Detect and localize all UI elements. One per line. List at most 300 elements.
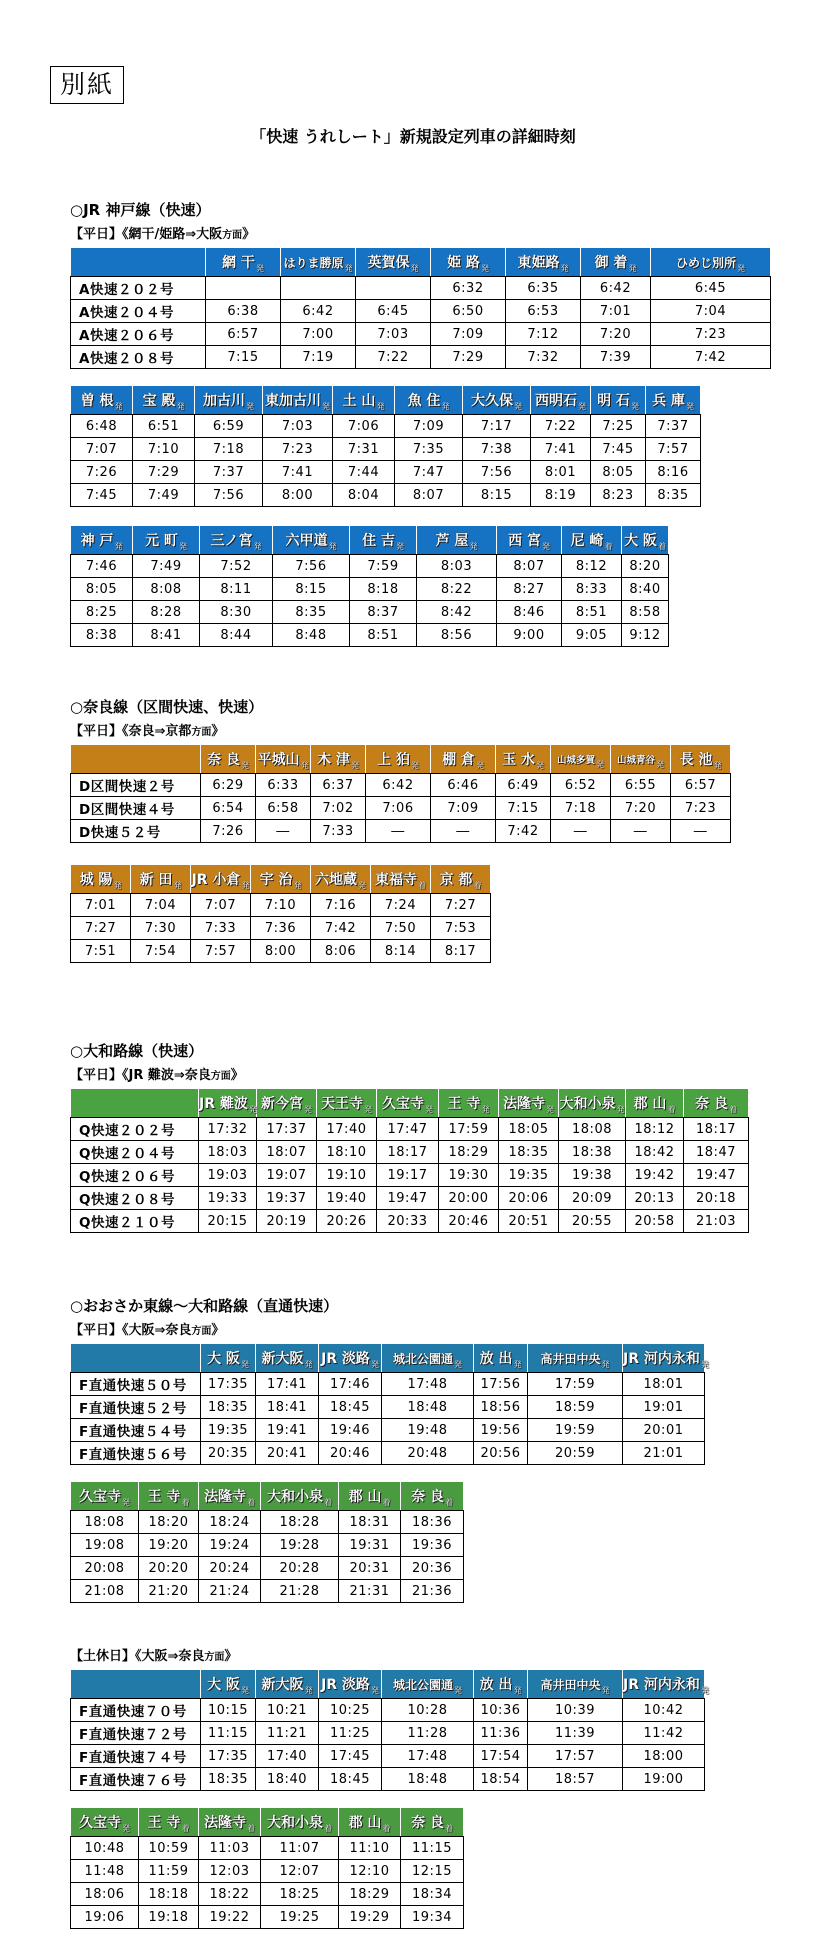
- train-name: F直通快速７６号: [71, 1768, 201, 1791]
- time-cell: 19:37: [257, 1187, 317, 1210]
- time-cell: 18:29: [439, 1141, 499, 1164]
- dep-arr-mark: 発: [700, 1686, 709, 1695]
- station-name: 新大阪: [261, 1351, 304, 1367]
- time-cell: 18:35: [499, 1141, 559, 1164]
- table-row: [71, 555, 669, 578]
- dep-arr-mark: 着: [728, 1105, 737, 1114]
- dep-arr-mark: 着: [444, 1498, 453, 1507]
- table-row: [71, 774, 731, 797]
- station-name: 法隆寺: [204, 1815, 246, 1831]
- station-header: [201, 1670, 256, 1699]
- time-cell: 20:35: [201, 1442, 256, 1465]
- dep-arr-mark: 着: [247, 1498, 255, 1507]
- time-cell: 7:59: [350, 555, 417, 578]
- time-cell: 7:19: [281, 346, 356, 369]
- station-name: 城北公園通: [392, 1351, 453, 1366]
- time-cell: 18:08: [559, 1118, 626, 1141]
- time-cell: 7:57: [191, 940, 251, 963]
- dep-arr-mark: 発: [514, 402, 522, 411]
- time-cell: 10:59: [139, 1837, 199, 1860]
- dep-arr-mark: 着: [181, 1824, 190, 1833]
- time-cell: 7:04: [651, 300, 771, 323]
- time-cell: 6:29: [201, 774, 256, 797]
- station-name: 平城山: [257, 752, 300, 768]
- time-cell: 7:18: [551, 797, 611, 820]
- station-name: 久宝寺: [382, 1096, 424, 1112]
- time-cell: 6:59: [195, 415, 263, 438]
- time-cell: 7:00: [281, 323, 356, 346]
- time-cell: 18:18: [139, 1883, 199, 1906]
- station-header: [256, 745, 311, 774]
- time-cell: 19:38: [559, 1164, 626, 1187]
- station-header: [261, 1808, 339, 1837]
- station-header: [611, 745, 671, 774]
- station-header: [256, 1344, 319, 1373]
- time-cell: 21:31: [339, 1580, 401, 1603]
- time-cell: 7:46: [71, 555, 133, 578]
- time-cell: 19:07: [257, 1164, 317, 1187]
- time-cell: 18:45: [319, 1396, 382, 1419]
- time-cell: 20:09: [559, 1187, 626, 1210]
- time-cell: 17:35: [201, 1745, 256, 1768]
- time-cell: 20:31: [339, 1557, 401, 1580]
- kobe-timetable-1: [70, 247, 771, 369]
- table-row: [71, 323, 771, 346]
- station-name: 曽 根: [80, 393, 114, 409]
- station-header: [463, 386, 531, 415]
- station-header: [623, 1344, 709, 1373]
- dep-arr-mark: 発: [513, 1686, 522, 1695]
- dep-arr-mark: 発: [560, 264, 569, 273]
- time-cell: 7:41: [263, 461, 333, 484]
- time-cell: 8:42: [417, 601, 497, 624]
- time-cell: 7:49: [133, 555, 200, 578]
- station-name: 棚 倉: [442, 752, 475, 768]
- time-cell: 20:15: [199, 1210, 257, 1233]
- table-row: [71, 1141, 749, 1164]
- station-header: [559, 1089, 626, 1118]
- train-name: Q快速２０６号: [71, 1164, 199, 1187]
- time-cell: 8:15: [463, 484, 531, 507]
- station-header: [431, 865, 491, 894]
- station-name: 玉 水: [502, 752, 535, 768]
- station-header: [474, 1344, 528, 1373]
- time-cell: 11:07: [261, 1837, 339, 1860]
- time-cell: 20:08: [71, 1557, 139, 1580]
- time-cell: 19:20: [139, 1534, 199, 1557]
- time-cell: 19:41: [256, 1419, 319, 1442]
- time-cell: 19:25: [261, 1906, 339, 1929]
- station-name: JR 淡路: [321, 1677, 370, 1693]
- time-cell: 20:48: [382, 1442, 474, 1465]
- station-name: 木 津: [317, 752, 350, 768]
- time-cell: 19:56: [474, 1419, 528, 1442]
- osaka-higashi-holiday-timetable-2: [70, 1807, 464, 1929]
- time-cell: 18:25: [261, 1883, 339, 1906]
- time-cell: 8:48: [273, 624, 350, 647]
- time-cell: 7:01: [581, 300, 651, 323]
- station-name: 芦 屋: [435, 533, 469, 549]
- time-cell: 8:51: [562, 601, 622, 624]
- time-cell: 18:06: [71, 1883, 139, 1906]
- time-cell: 20:18: [684, 1187, 749, 1210]
- osaka-higashi-holiday-sub-title: 【土休日】《大阪⇒奈良方面》: [70, 1649, 238, 1664]
- dep-arr-mark: 発: [685, 402, 694, 411]
- time-cell: 11:28: [382, 1722, 474, 1745]
- time-cell: 19:06: [71, 1906, 139, 1929]
- time-cell: 7:33: [191, 917, 251, 940]
- time-cell: 6:57: [671, 774, 731, 797]
- time-cell: 7:30: [131, 917, 191, 940]
- station-header: [191, 865, 251, 894]
- station-name: 大 阪: [624, 533, 657, 549]
- osaka-higashi-weekday-timetable-1: [70, 1343, 709, 1465]
- time-cell: 7:54: [131, 940, 191, 963]
- time-cell: 7:51: [71, 940, 131, 963]
- time-cell: 19:00: [623, 1768, 705, 1791]
- time-cell: 20:13: [626, 1187, 684, 1210]
- train-name: Q快速２０４号: [71, 1141, 199, 1164]
- dep-arr-mark: 着: [324, 1824, 332, 1833]
- time-cell: 18:35: [201, 1768, 256, 1791]
- kobe-line-title: ○JR 神戸線（快速）: [70, 201, 211, 219]
- time-cell: 7:26: [201, 820, 256, 843]
- time-cell: 8:19: [531, 484, 591, 507]
- time-cell: 10:15: [201, 1699, 256, 1722]
- time-cell: 8:12: [562, 555, 622, 578]
- station-header: [431, 745, 496, 774]
- dep-arr-mark: 発: [475, 761, 484, 770]
- station-name: 高井田中央: [540, 1351, 601, 1366]
- time-cell: 20:56: [474, 1442, 528, 1465]
- station-header: [139, 1482, 199, 1511]
- time-cell: 8:35: [273, 601, 350, 624]
- time-cell: ―: [431, 820, 496, 843]
- time-cell: 11:03: [199, 1837, 261, 1860]
- station-header: [133, 386, 195, 415]
- time-cell: 6:58: [256, 797, 311, 820]
- time-cell: 21:01: [623, 1442, 705, 1465]
- time-cell: 7:22: [531, 415, 591, 438]
- station-name: 姫 路: [447, 255, 480, 271]
- time-cell: 19:36: [401, 1534, 464, 1557]
- dep-arr-mark: 発: [240, 1360, 249, 1369]
- time-cell: 17:32: [199, 1118, 257, 1141]
- time-cell: 18:20: [139, 1511, 199, 1534]
- time-cell: 8:07: [395, 484, 463, 507]
- train-name: F直通快速５６号: [71, 1442, 201, 1465]
- station-name: 三ノ宮: [210, 533, 253, 549]
- time-cell: 6:45: [651, 277, 771, 300]
- station-header: [356, 248, 431, 277]
- time-cell: 8:35: [646, 484, 701, 507]
- timetable-header-row: [71, 526, 669, 555]
- station-name: 魚 住: [407, 393, 441, 409]
- time-cell: 17:37: [257, 1118, 317, 1141]
- time-cell: 18:34: [401, 1883, 464, 1906]
- yamatoji-line-title: ○大和路線（快速）: [70, 1042, 204, 1060]
- time-cell: 20:55: [559, 1210, 626, 1233]
- station-header: [131, 865, 191, 894]
- time-cell: 10:21: [256, 1699, 319, 1722]
- time-cell: 20:24: [199, 1557, 261, 1580]
- time-cell: 20:28: [261, 1557, 339, 1580]
- station-header: [71, 1482, 139, 1511]
- time-cell: 18:08: [71, 1511, 139, 1534]
- station-header: [651, 248, 771, 277]
- train-name: A快速２０２号: [71, 277, 206, 300]
- time-cell: 8:15: [273, 578, 350, 601]
- osaka-higashi-holiday-timetable-1: [70, 1669, 709, 1791]
- time-cell: 7:35: [395, 438, 463, 461]
- station-name: 東福寺: [375, 872, 417, 888]
- time-cell: 18:24: [199, 1511, 261, 1534]
- dep-arr-mark: 発: [578, 402, 586, 411]
- time-cell: 8:30: [200, 601, 273, 624]
- table-row: [71, 1837, 464, 1860]
- station-name: 放 出: [479, 1351, 513, 1367]
- station-header: [401, 1482, 464, 1511]
- station-name: 長 池: [679, 752, 713, 768]
- table-row: [71, 277, 771, 300]
- time-cell: 10:48: [71, 1837, 139, 1860]
- time-cell: 8:07: [497, 555, 562, 578]
- dep-arr-mark: 着: [382, 1498, 391, 1507]
- station-header: [439, 1089, 499, 1118]
- time-cell: 7:42: [311, 917, 371, 940]
- time-cell: 6:42: [581, 277, 651, 300]
- yamatoji-timetable: [70, 1088, 749, 1233]
- time-cell: 7:03: [263, 415, 333, 438]
- time-cell: ―: [611, 820, 671, 843]
- station-name: 城北公園通: [392, 1677, 453, 1692]
- time-cell: 7:09: [431, 323, 506, 346]
- table-row: [71, 346, 771, 369]
- time-cell: 19:17: [377, 1164, 439, 1187]
- time-cell: [206, 277, 281, 300]
- time-cell: 20:41: [256, 1442, 319, 1465]
- time-cell: 8:14: [371, 940, 431, 963]
- dep-arr-mark: 発: [253, 542, 262, 551]
- station-header: [626, 1089, 684, 1118]
- time-cell: 7:03: [356, 323, 431, 346]
- time-cell: 17:57: [528, 1745, 623, 1768]
- table-row: [71, 1419, 705, 1442]
- station-header: [684, 1089, 749, 1118]
- time-cell: 18:00: [623, 1745, 705, 1768]
- station-header: [261, 1482, 339, 1511]
- station-header: [377, 1089, 439, 1118]
- table-row: [71, 917, 491, 940]
- time-cell: 7:45: [71, 484, 133, 507]
- time-cell: 7:07: [191, 894, 251, 917]
- time-cell: 8:27: [497, 578, 562, 601]
- dep-arr-mark: 発: [616, 1105, 625, 1114]
- station-header: [71, 1808, 139, 1837]
- time-cell: 11:42: [623, 1722, 705, 1745]
- dep-arr-mark: 発: [240, 1686, 249, 1695]
- train-name: F直通快速７４号: [71, 1745, 201, 1768]
- time-cell: 11:21: [256, 1722, 319, 1745]
- train-name: A快速２０６号: [71, 323, 206, 346]
- station-name: 奈 良: [411, 1489, 444, 1505]
- dep-arr-mark: 発: [395, 542, 404, 551]
- dep-arr-mark: 発: [370, 1360, 379, 1369]
- time-cell: 20:00: [439, 1187, 499, 1210]
- time-cell: 7:56: [195, 484, 263, 507]
- time-cell: 9:05: [562, 624, 622, 647]
- time-cell: 7:42: [496, 820, 551, 843]
- time-cell: 19:24: [199, 1534, 261, 1557]
- station-header: [528, 1344, 623, 1373]
- time-cell: 7:41: [531, 438, 591, 461]
- time-cell: 8:44: [200, 624, 273, 647]
- train-name: D区間快速４号: [71, 797, 201, 820]
- time-cell: 18:41: [256, 1396, 319, 1419]
- train-name: D快速５２号: [71, 820, 201, 843]
- dep-arr-mark: 発: [344, 263, 353, 273]
- station-header: [366, 745, 431, 774]
- time-cell: 7:27: [431, 894, 491, 917]
- time-cell: 7:36: [251, 917, 311, 940]
- station-name: 王 寺: [147, 1489, 181, 1505]
- kobe-timetable-3: [70, 525, 669, 647]
- time-cell: 17:35: [201, 1373, 256, 1396]
- station-name: 法隆寺: [204, 1489, 246, 1505]
- time-cell: 7:37: [195, 461, 263, 484]
- time-cell: 6:48: [71, 415, 133, 438]
- time-cell: 7:10: [133, 438, 195, 461]
- time-cell: 8:00: [263, 484, 333, 507]
- time-cell: 19:31: [339, 1534, 401, 1557]
- time-cell: 7:12: [506, 323, 581, 346]
- station-name: 奈 良: [207, 752, 240, 768]
- time-cell: 18:36: [401, 1511, 464, 1534]
- time-cell: 18:31: [339, 1511, 401, 1534]
- time-cell: 19:10: [317, 1164, 377, 1187]
- time-cell: 10:39: [528, 1699, 623, 1722]
- time-cell: 8:18: [350, 578, 417, 601]
- station-name: ひめじ別所: [675, 255, 736, 270]
- time-cell: 7:31: [333, 438, 395, 461]
- time-cell: 20:19: [257, 1210, 317, 1233]
- table-row: [71, 1722, 705, 1745]
- time-cell: 7:26: [71, 461, 133, 484]
- dep-arr-mark: 発: [376, 402, 385, 411]
- time-cell: 8:08: [133, 578, 200, 601]
- dep-arr-mark: 発: [246, 402, 254, 411]
- station-header: [371, 865, 431, 894]
- time-cell: 19:47: [684, 1164, 749, 1187]
- time-cell: 11:36: [474, 1722, 528, 1745]
- nara-timetable-2: [70, 864, 491, 963]
- train-name: A快速２０８号: [71, 346, 206, 369]
- station-name: 土 山: [342, 393, 376, 409]
- station-header: [339, 1808, 401, 1837]
- station-header: [281, 248, 356, 277]
- station-name: 奈 良: [695, 1096, 728, 1112]
- header-corner: [71, 248, 206, 277]
- time-cell: 7:39: [581, 346, 651, 369]
- dep-arr-mark: 発: [481, 1105, 490, 1114]
- station-header: [417, 526, 497, 555]
- station-header: [333, 386, 395, 415]
- time-cell: 18:47: [684, 1141, 749, 1164]
- station-name: 六甲道: [285, 533, 328, 549]
- station-name: 大 阪: [207, 1351, 240, 1367]
- dep-arr-mark: 着: [181, 1498, 190, 1507]
- time-cell: 7:52: [200, 555, 273, 578]
- time-cell: 8:38: [71, 624, 133, 647]
- time-cell: 6:38: [206, 300, 281, 323]
- station-name: 英賀保: [367, 255, 410, 271]
- station-header: [528, 1670, 623, 1699]
- header-corner: [71, 1344, 201, 1373]
- time-cell: 10:25: [319, 1699, 382, 1722]
- time-cell: ―: [671, 820, 731, 843]
- time-cell: 18:42: [626, 1141, 684, 1164]
- station-name: 宇 治: [259, 872, 293, 888]
- station-name: 山城多賀: [556, 755, 595, 766]
- dep-arr-mark: 発: [304, 1105, 312, 1114]
- time-cell: 17:47: [377, 1118, 439, 1141]
- station-header: [531, 386, 591, 415]
- time-cell: 20:46: [319, 1442, 382, 1465]
- train-name: F直通快速５４号: [71, 1419, 201, 1442]
- time-cell: 17:48: [382, 1745, 474, 1768]
- time-cell: 7:24: [371, 894, 431, 917]
- table-row: [71, 1906, 464, 1929]
- time-cell: 19:28: [261, 1534, 339, 1557]
- time-cell: 8:28: [133, 601, 200, 624]
- station-header: [319, 1344, 382, 1373]
- time-cell: 18:45: [319, 1768, 382, 1791]
- dep-arr-mark: 発: [630, 402, 639, 411]
- station-header: [551, 745, 611, 774]
- time-cell: 18:12: [626, 1118, 684, 1141]
- time-cell: 18:57: [528, 1768, 623, 1791]
- kobe-timetable-2: [70, 385, 701, 507]
- table-row: [71, 894, 491, 917]
- station-name: 御 着: [594, 255, 628, 271]
- time-cell: 21:24: [199, 1580, 261, 1603]
- table-row: [71, 1768, 705, 1791]
- station-header: [497, 526, 562, 555]
- dep-arr-mark: 発: [370, 1686, 379, 1695]
- dep-arr-mark: 発: [541, 542, 550, 551]
- station-name: 東加古川: [265, 393, 321, 409]
- table-row: [71, 1373, 705, 1396]
- time-cell: 20:20: [139, 1557, 199, 1580]
- station-header: [311, 865, 371, 894]
- dep-arr-mark: 着: [473, 881, 482, 890]
- time-cell: 6:42: [281, 300, 356, 323]
- time-cell: 11:59: [139, 1860, 199, 1883]
- time-cell: 19:46: [319, 1419, 382, 1442]
- time-cell: 19:35: [201, 1419, 256, 1442]
- time-cell: 19:40: [317, 1187, 377, 1210]
- header-corner: [71, 1670, 201, 1699]
- station-name: 大 阪: [207, 1677, 240, 1693]
- timetable-header-row: [71, 248, 771, 277]
- station-name: 東姫路: [517, 255, 560, 271]
- station-header: [71, 865, 131, 894]
- station-header: [195, 386, 263, 415]
- station-name: 西 宮: [508, 533, 541, 549]
- station-name: 郡 山: [348, 1489, 382, 1505]
- dep-arr-mark: 発: [350, 761, 359, 770]
- table-row: [71, 1396, 705, 1419]
